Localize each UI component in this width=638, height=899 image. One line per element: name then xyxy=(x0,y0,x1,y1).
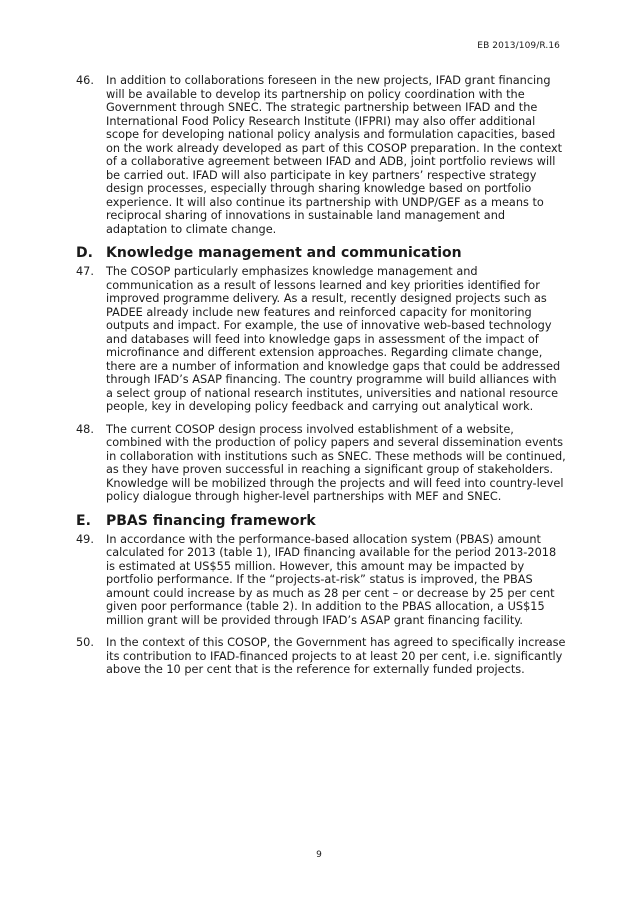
document-reference: EB 2013/109/R.16 xyxy=(477,41,560,51)
paragraph-number: 50. xyxy=(76,636,94,649)
paragraph-47 xyxy=(76,265,566,414)
section-letter: E. xyxy=(76,512,91,529)
section-letter: D. xyxy=(76,245,93,261)
document-body xyxy=(76,74,566,686)
section-heading-e xyxy=(76,513,566,530)
paragraph-46 xyxy=(76,74,566,236)
paragraph-number: 48. xyxy=(76,422,94,436)
paragraph-49 xyxy=(76,533,566,628)
paragraph-50 xyxy=(76,636,566,677)
section-title: Knowledge management and communication xyxy=(106,245,462,261)
page-number: 9 xyxy=(316,850,322,860)
paragraph-number: 47. xyxy=(76,265,94,278)
paragraph-number: 46. xyxy=(76,74,94,87)
paragraph-text: In the context of this COSOP, the Government has agreed to specifically increase its contribution to IFAD-financed projects to at least 20 per cent, i.e. significantly above the 10 per cent that is the reference for externally funded projects. xyxy=(106,636,566,676)
paragraph-text: The COSOP particularly emphasizes knowledge management and communication as a result of lessons learned and key priorities identified for improved programme delivery. As a result, recently designed projects such as PADEE already include new features and reinforced capacity for monitoring outputs and impact. For example, the use of innovative web-based technology and databases will feed into knowledge gaps in assessment of the impact of microfinance and different extension approaches. Regarding climate change, there are a number of information and knowledge gaps that could be addressed through IFAD’s ASAP financing. The country programme will build alliances with a select group of national research institutes, universities and national resource people, key in developing policy feedback and carrying out analytical work. xyxy=(106,265,561,413)
paragraph-number: 49. xyxy=(76,532,94,546)
paragraph-text: The current COSOP design process involved establishment of a website, combined with the production of policy papers and several dissemination events in collaboration with institutions such as SNEC. These methods will be continued, as they have proven successful in reaching a significant group of stakeholders. Knowledge will be mobilized through the projects and will feed into country-level policy dialogue through higher-level partnerships with MEF and SNEC. xyxy=(106,422,566,503)
paragraph-48 xyxy=(76,423,566,504)
section-title: PBAS financing framework xyxy=(106,512,316,529)
section-heading-d xyxy=(76,245,566,262)
paragraph-text: In addition to collaborations foreseen in the new projects, IFAD grant financing will be available to develop its partnership on policy coordination with the Government through SNEC. The strategic partnership between IFAD and the International Food Policy Research Institute (IFPRI) may also offer additional scope for developing national policy analysis and formulation capacities, based on the work already developed as part of this COSOP preparation. In the context of a collaborative agreement between IFAD and ADB, joint portfolio reviews will be carried out. IFAD will also participate in key partners’ respective strategy design processes, especially through sharing knowledge based on portfolio experience. It will also continue its partnership with UNDP/GEF as a means to reciprocal sharing of innovations in sustainable land management and adaptation to climate change. xyxy=(106,74,563,236)
paragraph-text: In accordance with the performance-based allocation system (PBAS) amount calculated for 2013 (table 1), IFAD financing available for the period 2013-2018 is estimated at US$55 million. However, this amount may be impacted by portfolio performance. If the “projects-at-risk” status is improved, the PBAS amount could increase by as much as 28 per cent – or decrease by 25 per cent given poor performance (table 2). In addition to the PBAS allocation, a US$15 million grant will be provided through IFAD’s ASAP grant financing facility. xyxy=(106,532,557,627)
